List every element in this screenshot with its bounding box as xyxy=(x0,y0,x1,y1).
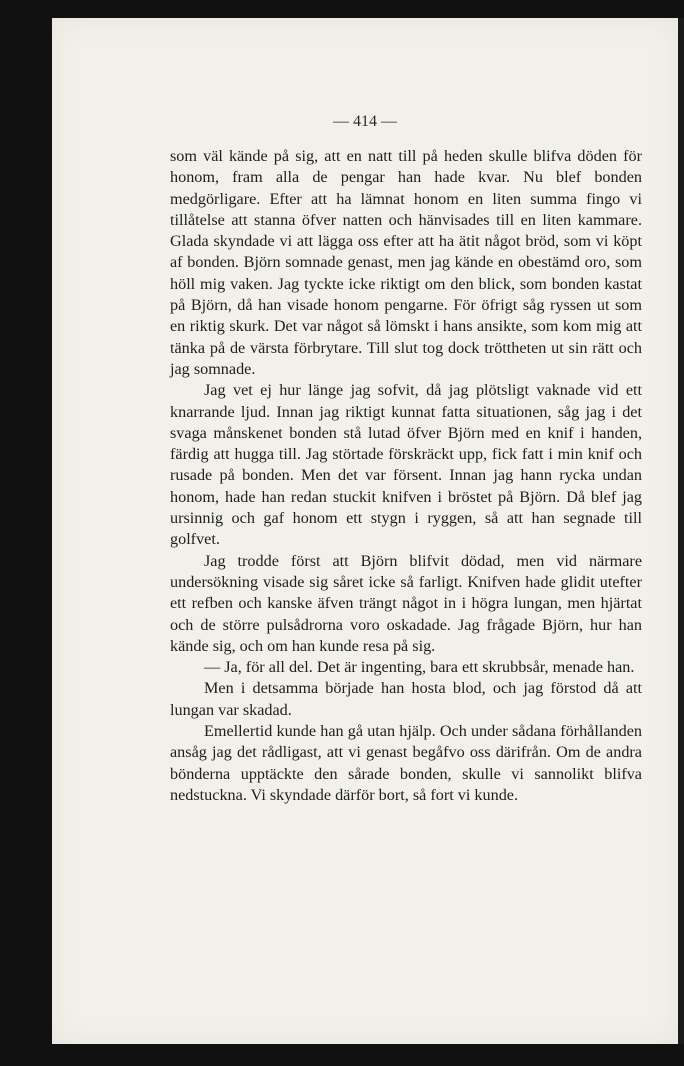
paragraph-2: Jag vet ej hur länge jag sofvit, då jag plötsligt vaknade vid ett knarrande ljud. Innan jag riktigt kunnat fatta situationen, såg jag i det svaga månskenet bonden stå lutad öfver Björn med en knif i handen, färdig att hugga till. Jag störtade förskräckt upp, fick fatt i min knif och rusade på bonden. Men det var försent. Innan jag hann rycka undan honom, hade han redan stuckit knifven i bröstet på Björn. Då blef jag ursinnig och gaf honom ett stygn i ryggen, så att han segnade till golfvet. xyxy=(170,381,642,549)
paragraph-4: — Ja, för all del. Det är ingenting, bara ett skrubbsår, menade han. xyxy=(204,658,635,677)
scan-edge xyxy=(678,18,684,1044)
paragraph-6: Emellertid kunde han gå utan hjälp. Och under sådana förhållanden ansåg jag det rådligast, att vi genast begåfvo oss därifrån. Om de andra bönderna upptäckte den sårade bonden, skulle vi sannolikt blifva nedstuckna. Vi skyndade därför bort, så fort vi kunde. xyxy=(170,722,642,804)
body-text xyxy=(170,146,642,806)
book-page xyxy=(52,18,678,1044)
paragraph-1: som väl kände på sig, att en natt till på heden skulle blifva döden för honom, fram alla de pengar han hade kvar. Nu blef bonden medgörligare. Efter att ha lämnat honom en liten summa fingo vi tillåtelse att stanna öfver natten och hänvisades till en liten kammare. Glada skyndade vi att lägga oss efter att ha ätit något bröd, som vi köpt af bonden. Björn somnade genast, men jag kände en obestämd oro, som höll mig vaken. Jag tyckte icke riktigt om den blick, som bonden kastat på Björn, då han visade honom pengarne. För öfrigt såg ryssen ut som en riktig skurk. Det var något så lömskt i hans ansikte, som kom mig att tänka på de värsta förbrytare. Till slut tog dock tröttheten ut sin rätt och jag somnade. xyxy=(170,147,642,378)
paragraph-5: Men i detsamma började han hosta blod, och jag förstod då att lungan var skadad. xyxy=(170,679,642,719)
paragraph-3: Jag trodde först att Björn blifvit dödad, men vid närmare undersökning visade sig såret icke så farligt. Knifven hade glidit utefter ett refben och kanske äfven trängt något in i högra lungan, men hjärtat och de större pulsådrorna voro oskadade. Jag frågade Björn, hur han kände sig, och om han kunde resa på sig. xyxy=(170,551,642,655)
page-number: — 414 — xyxy=(333,113,397,130)
